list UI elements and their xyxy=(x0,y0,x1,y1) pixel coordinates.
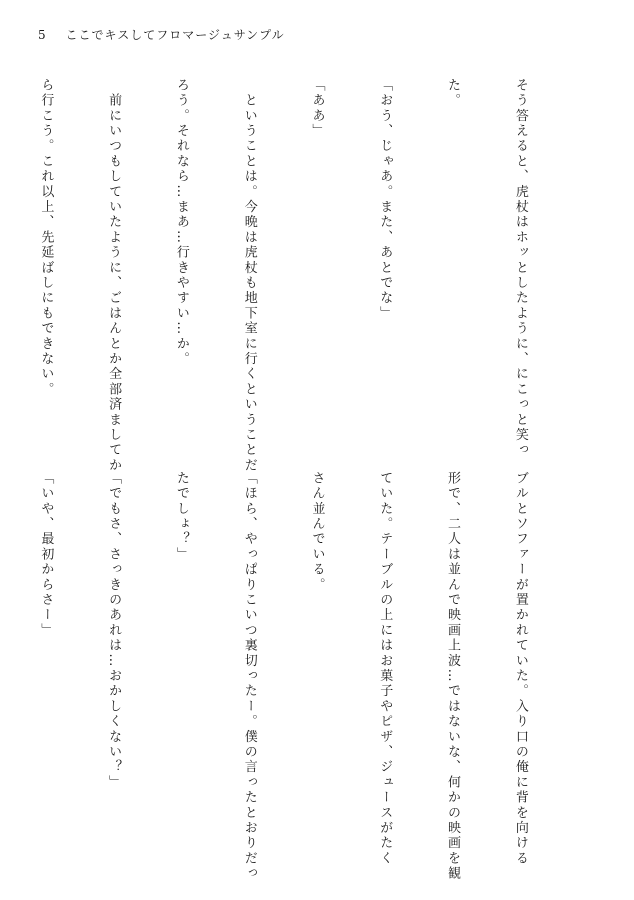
page-header xyxy=(38,26,285,43)
text-line: た。 xyxy=(445,78,461,109)
text-line: 「でもさ、さっきのあれは…おかしくない？」 xyxy=(106,471,122,791)
text-line: そう答えると、虎杖はホッとしたように、にこっと笑っ xyxy=(512,78,528,458)
text-line: ろう。それなら…まあ…行きやすい…か。 xyxy=(173,78,189,367)
text-line: 「ああ」 xyxy=(309,78,325,139)
book-title: ここでキスしてフロマージュサンプル xyxy=(65,28,285,42)
text-line: 前にいつもしていたように、ごはんとか全部済ましてか xyxy=(106,78,122,474)
lower-text-block xyxy=(38,471,576,882)
text-line: ら行こう。これ以上、先延ばしにもできない。 xyxy=(38,78,54,398)
text-line: ていた。テーブルの上にはお菓子やピザ、ジュースがたく xyxy=(377,471,393,867)
text-line: 「おう、じゃあ。また、あとでな」 xyxy=(377,78,393,322)
text-line: さん並んでいる。 xyxy=(309,471,325,593)
text-line: ということは。今晩は虎杖も地下室に行くということだ xyxy=(241,78,257,474)
text-line: ブルとソファーが置かれていた。入り口の俺に背を向ける xyxy=(512,471,528,867)
text-line: たでしょ？」 xyxy=(173,471,189,563)
text-line: 形で、二人は並んで映画上波…ではないな、何かの映画を観 xyxy=(445,471,461,882)
upper-text-block xyxy=(38,78,576,474)
page-number: 5 xyxy=(38,28,47,42)
text-line: 「ほら、やっぱりこいつ裏切ったー。僕の言ったとおりだっ xyxy=(241,471,257,882)
text-line: 「いや、最初からさー」 xyxy=(38,471,54,639)
